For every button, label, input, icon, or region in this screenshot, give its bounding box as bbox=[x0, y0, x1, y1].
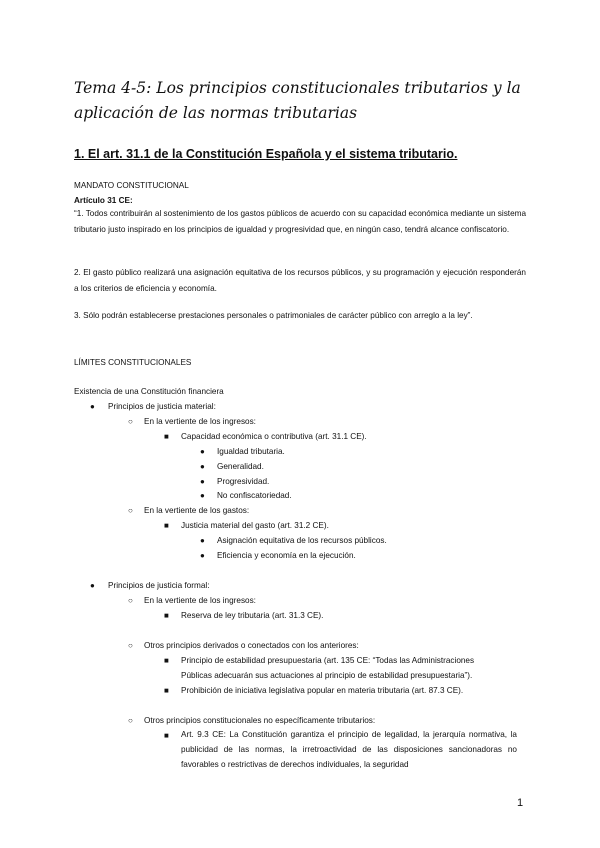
list-item: Generalidad. bbox=[217, 462, 264, 471]
limites-intro: Existencia de una Constitución financiera bbox=[74, 387, 224, 396]
list-item: Principio de estabilidad presupuestaria (art. 135 CE: “Todas las Administraciones bbox=[181, 656, 475, 665]
list-item: Principios de justicia material: bbox=[108, 402, 216, 411]
bullet-circle-icon: ○ bbox=[128, 596, 133, 605]
list-item: Otros principios constitucionales no específicamente tributarios: bbox=[144, 716, 376, 725]
bullet-dot-icon: ● bbox=[90, 581, 95, 590]
list-item: Otros principios derivados o conectados con los anteriores: bbox=[144, 641, 359, 650]
bullet-square-icon: ■ bbox=[164, 656, 169, 665]
list-item: Art. 9.3 CE: La Constitución garantiza el principio de legalidad, la jerarquía normativa, la publicidad de las normas, la irretroactividad de las disposiciones sancionadoras no favorables o restrictivas de derechos individuales, la seguridad bbox=[181, 730, 517, 769]
list-item: Igualdad tributaria. bbox=[217, 447, 285, 456]
list-item: Eficiencia y economía en la ejecución. bbox=[217, 551, 356, 560]
limites-heading: LÍMITES CONSTITUCIONALES bbox=[74, 358, 192, 367]
paragraph-2: 2. El gasto público realizará una asignación equitativa de los recursos públicos, y su programación y ejecución responderán a los criterios de eficiencia y economía. bbox=[74, 268, 526, 293]
list-item: Progresividad. bbox=[217, 477, 270, 486]
list-item: Justicia material del gasto (art. 31.2 CE). bbox=[181, 521, 329, 530]
bullet-circle-icon: ○ bbox=[128, 417, 133, 426]
bullet-square-icon: ■ bbox=[164, 686, 169, 695]
list-item: En la vertiente de los ingresos: bbox=[144, 596, 256, 605]
bullet-dot-icon: ● bbox=[200, 462, 205, 471]
bullet-square-icon: ■ bbox=[164, 611, 169, 620]
page-number: 1 bbox=[517, 797, 524, 809]
section-heading: 1. El art. 31.1 de la Constitución Española y el sistema tributario. bbox=[74, 147, 458, 161]
list-item: Principios de justicia formal: bbox=[108, 581, 210, 590]
paragraph-3: 3. Sólo podrán establecerse prestaciones personales o patrimoniales de carácter público con arreglo a la ley”. bbox=[74, 311, 473, 320]
bullet-circle-icon: ○ bbox=[128, 716, 133, 725]
list-item: Asignación equitativa de los recursos públicos. bbox=[217, 536, 387, 545]
bullet-circle-icon: ○ bbox=[128, 506, 133, 515]
list-item: Reserva de ley tributaria (art. 31.3 CE). bbox=[181, 611, 324, 620]
bullet-dot-icon: ● bbox=[200, 491, 205, 500]
bullet-dot-icon: ● bbox=[90, 402, 95, 411]
list-item: Públicas adecuarán sus actuaciones al principio de estabilidad presupuestaria”). bbox=[181, 671, 473, 680]
document-title: Tema 4-5: Los principios constitucionales tributarios y la aplicación de las normas tributarias bbox=[74, 79, 521, 122]
bullet-square-icon: ■ bbox=[164, 731, 169, 740]
paragraph-1: “1. Todos contribuirán al sostenimiento de los gastos públicos de acuerdo con su capacidad económica mediante un sistema tributario justo inspirado en los principios de igualdad y progresividad que, en ningún caso, tendrá alcance confiscatorio. bbox=[74, 209, 526, 234]
list-item: No confiscatoriedad. bbox=[217, 491, 292, 500]
bullet-circle-icon: ○ bbox=[128, 641, 133, 650]
bullet-square-icon: ■ bbox=[164, 432, 169, 441]
article-label: Artículo 31 CE: bbox=[74, 196, 133, 205]
list-item: En la vertiente de los ingresos: bbox=[144, 417, 256, 426]
list-item: Prohibición de iniciativa legislativa popular en materia tributaria (art. 87.3 CE). bbox=[181, 686, 464, 695]
bullet-dot-icon: ● bbox=[200, 536, 205, 545]
bullet-dot-icon: ● bbox=[200, 551, 205, 560]
list-item: Capacidad económica o contributiva (art. 31.1 CE). bbox=[181, 432, 367, 441]
mandato-heading: MANDATO CONSTITUCIONAL bbox=[74, 181, 189, 190]
bullet-dot-icon: ● bbox=[200, 447, 205, 456]
bullet-square-icon: ■ bbox=[164, 521, 169, 530]
bullet-dot-icon: ● bbox=[200, 477, 205, 486]
list-item: En la vertiente de los gastos: bbox=[144, 506, 250, 515]
